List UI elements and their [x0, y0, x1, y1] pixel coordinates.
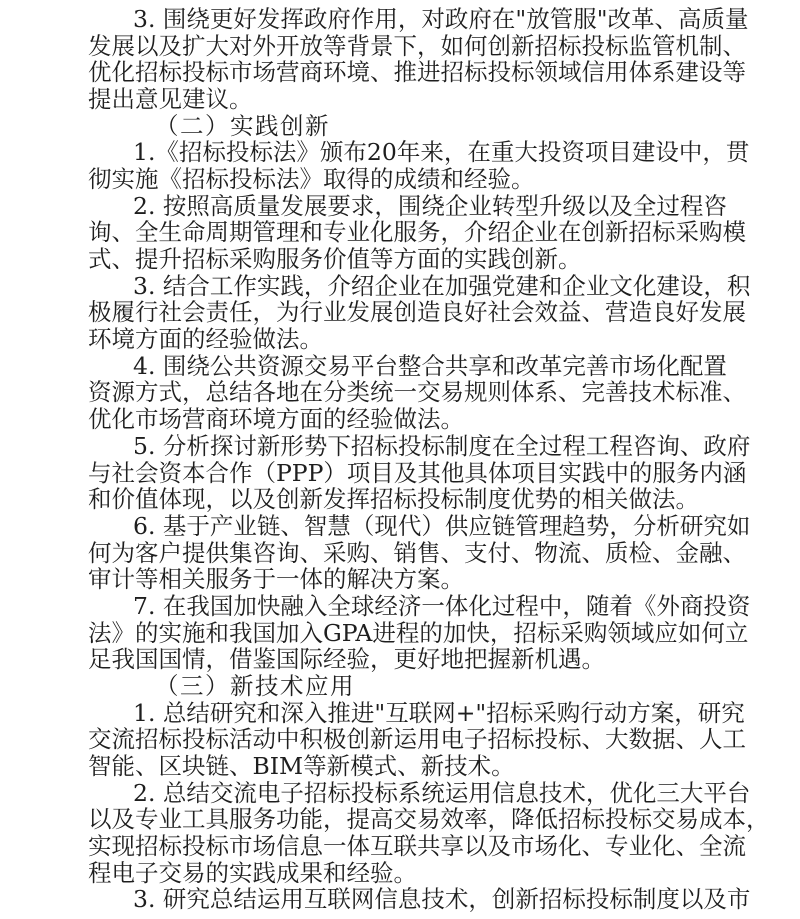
text-line: 程电子交易的实践成果和经验。: [88, 858, 417, 887]
text-line: 何为客户提供集咨询、采购、销售、支付、物流、质检、金融、: [88, 538, 746, 567]
text-line: 环境方面的经验做法。: [88, 325, 323, 354]
text-line: 式、提升招标采购服务价值等方面的实践创新。: [88, 245, 582, 274]
text-line: 交流招标投标活动中积极创新运用电子招标投标、大数据、人工: [88, 725, 746, 754]
text-line: 优化招标投标市场营商环境、推进招标投标领域信用体系建设等: [88, 58, 746, 87]
text-line: 2. 按照高质量发展要求，围绕企业转型升级以及全过程咨: [133, 191, 727, 220]
text-line: 足我国国情，借鉴国际经验，更好地把握新机遇。: [88, 645, 605, 674]
text-line: 发展以及扩大对外开放等背景下，如何创新招标投标监管机制、: [88, 31, 746, 60]
text-line: 以及专业工具服务功能，提高交易效率，降低招标投标交易成本，: [88, 805, 770, 834]
text-line: 彻实施《招标投标法》取得的成绩和经验。: [88, 165, 535, 194]
text-line: 极履行社会责任，为行业发展创造良好社会效益、营造良好发展: [88, 298, 746, 327]
text-line: 提出意见建议。: [88, 85, 253, 114]
text-line: 和价值体现，以及创新发挥招标投标制度优势的相关做法。: [88, 485, 699, 514]
text-line: 4. 围绕公共资源交易平台整合共享和改革完善市场化配置: [133, 351, 727, 380]
text-line: 2. 总结交流电子招标投标系统运用信息技术，优化三大平台: [133, 778, 751, 807]
text-line: 3. 研究总结运用互联网信息技术，创新招标投标制度以及市: [133, 885, 751, 914]
text-line: 6. 基于产业链、智慧（现代）供应链管理趋势，分析研究如: [133, 511, 751, 540]
text-line: 询、全生命周期管理和专业化服务，介绍企业在创新招标采购模: [88, 218, 746, 247]
text-line: 7. 在我国加快融入全球经济一体化过程中，随着《外商投资: [133, 591, 751, 620]
text-line: 智能、区块链、BIM等新模式、新技术。: [88, 751, 515, 780]
heading-text: （三）新技术应用: [155, 671, 355, 700]
text-line: 1. 总结研究和深入推进"互联网+"招标采购行动方案，研究: [133, 698, 745, 727]
text-line: 法》的实施和我国加入GPA进程的加快，招标采购领域应如何立: [88, 618, 749, 647]
text-line: 3. 围绕更好发挥政府作用，对政府在"放管服"改革、高质量: [133, 5, 749, 33]
text-line: 资源方式，总结各地在分类统一交易规则体系、完善技术标准、: [88, 378, 746, 407]
text-line: 3. 结合工作实践，介绍企业在加强党建和企业文化建设，积: [133, 271, 751, 300]
text-line: 与社会资本合作（PPP）项目及其他具体项目实践中的服务内涵: [88, 458, 747, 487]
text-line: 审计等相关服务于一体的解决方案。: [88, 565, 464, 594]
heading-text: （二）实践创新: [155, 111, 330, 140]
text-line: 实现招标投标市场信息一体互联共享以及市场化、专业化、全流: [88, 831, 746, 860]
text-line: 1.《招标投标法》颁布20年来，在重大投资项目建设中，贯: [133, 138, 750, 167]
text-line: 优化市场营商环境方面的经验做法。: [88, 405, 464, 434]
text-line: 5. 分析探讨新形势下招标投标制度在全过程工程咨询、政府: [133, 431, 751, 460]
